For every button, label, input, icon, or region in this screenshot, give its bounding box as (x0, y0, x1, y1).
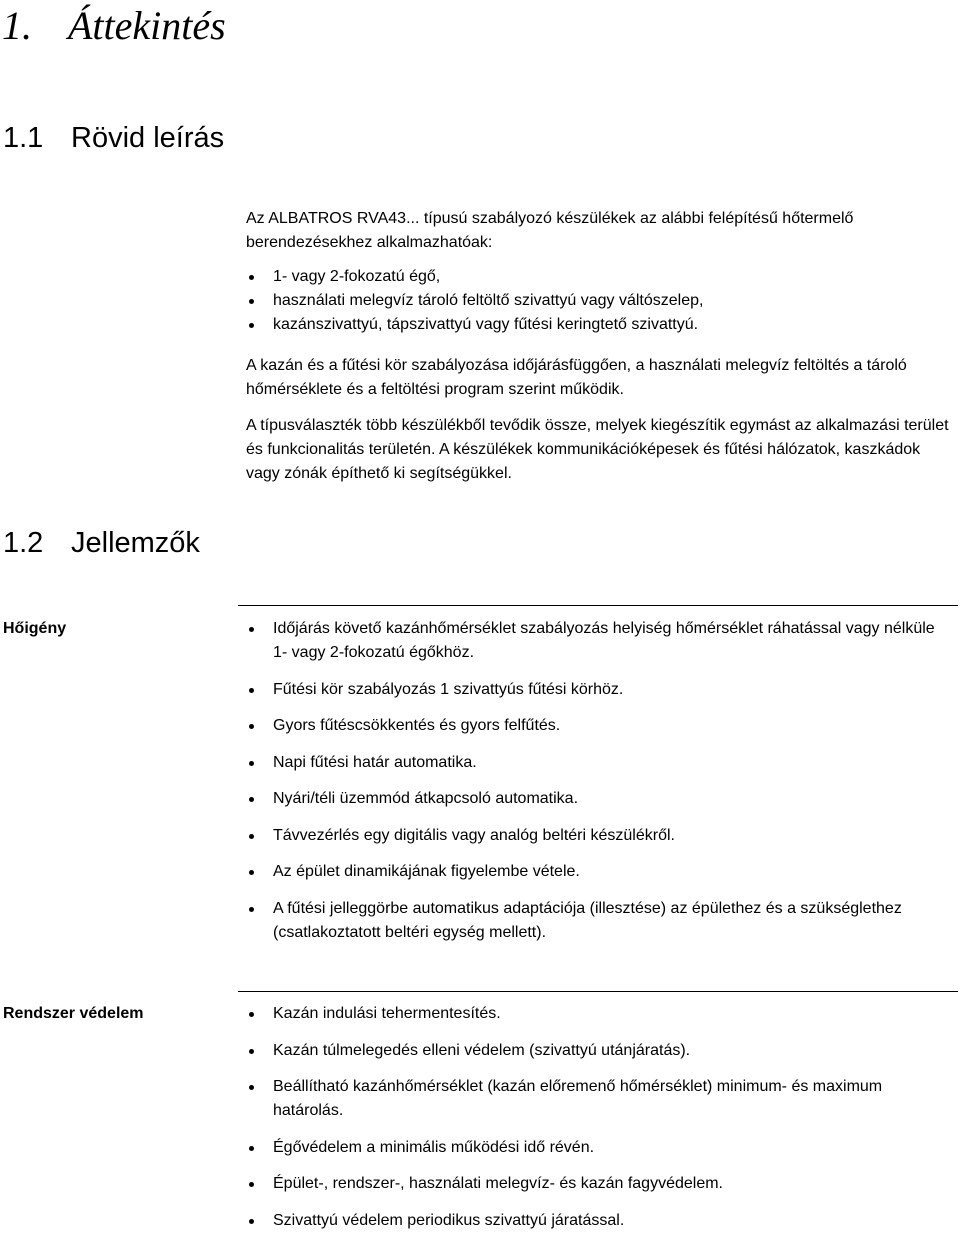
section-title: Rövid leírás (71, 122, 225, 154)
list-item: Napi fűtési határ automatika. (246, 751, 951, 775)
burner-bullet-list (246, 265, 951, 337)
section-divider (238, 605, 958, 606)
section-number: 1.1 (3, 122, 44, 154)
list-item: Kazán túlmelegedés elleni védelem (szivattyú utánjáratás). (246, 1039, 951, 1063)
section-number: 1.2 (3, 527, 44, 559)
list-item: Időjárás követő kazánhőmérséklet szabályozás helyiség hőmérséklet ráhatással vagy nélküle 1- vagy 2-fokozatú égőkhöz. (246, 617, 951, 665)
list-item: A fűtési jelleggörbe automatikus adaptációja (illesztése) az épülethez és a szükséglethez (csatlakoztatott beltéri egység mellett). (246, 897, 951, 945)
list-item: Kazán indulási tehermentesítés. (246, 1002, 951, 1026)
control-paragraph: A kazán és a fűtési kör szabályozása időjárásfüggően, a használati melegvíz feltöltés a tároló hőmérséklete és a feltöltési program szerint működik. (246, 357, 907, 398)
page-heading (2, 2, 226, 50)
list-item: kazánszivattyú, tápszivattyú vagy fűtési keringtető szivattyú. (246, 313, 951, 337)
section-title: Jellemzők (71, 527, 200, 559)
group-label-heat-demand: Hőigény (3, 620, 67, 637)
list-item: Szivattyú védelem periodikus szivattyú járatással. (246, 1209, 951, 1233)
section-heading-1-1 (3, 120, 224, 156)
list-item: Égővédelem a minimális működési idő révén. (246, 1136, 951, 1160)
intro-paragraph: Az ALBATROS RVA43... típusú szabályozó készülékek az alábbi felépítésű hőtermelő berendezésekhez alkalmazhatóak: (246, 210, 854, 251)
heat-demand-list (246, 617, 951, 957)
heading-number: 1. (2, 3, 32, 48)
list-item: használati melegvíz tároló feltöltő szivattyú vagy váltószelep, (246, 289, 951, 313)
list-item: Nyári/téli üzemmód átkapcsoló automatika. (246, 787, 951, 811)
list-item: Távvezérlés egy digitális vagy analóg beltéri készülékről. (246, 824, 951, 848)
list-item: Fűtési kör szabályozás 1 szivattyús fűtési körhöz. (246, 678, 951, 702)
system-protection-list (246, 1002, 951, 1245)
list-item: Gyors fűtéscsökkentés és gyors felfűtés. (246, 714, 951, 738)
section-heading-1-2 (3, 525, 200, 561)
list-item: Épület-, rendszer-, használati melegvíz- és kazán fagyvédelem. (246, 1172, 951, 1196)
group-label-system-protection: Rendszer védelem (3, 1005, 144, 1022)
heading-title: Áttekintés (68, 3, 226, 48)
range-paragraph: A típusválaszték több készülékből tevődik össze, melyek kiegészítik egymást az alkalmazási terület és funkcionalitás területén. A készülékek kommunikációképesek és fűtési hálózatok, kaszkádok vagy zónák építhető ki segítségükkel. (246, 417, 949, 482)
list-item: 1- vagy 2-fokozatú égő, (246, 265, 951, 289)
list-item: Beállítható kazánhőmérséklet (kazán előremenő hőmérséklet) minimum- és maximum határolás. (246, 1075, 951, 1123)
section-divider (238, 991, 958, 992)
list-item: Az épület dinamikájának figyelembe vétele. (246, 860, 951, 884)
